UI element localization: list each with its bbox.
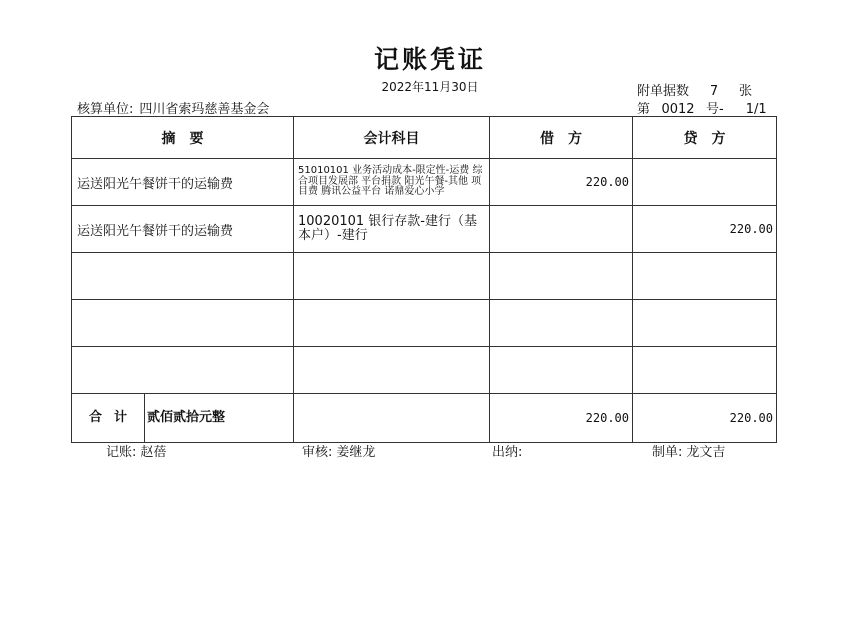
- header-debit: 借 方: [490, 117, 633, 159]
- row-credit: 220.00: [633, 206, 777, 253]
- accounting-unit-label: 核算单位:: [77, 102, 134, 117]
- header-credit: 贷 方: [633, 117, 777, 159]
- row-account: 51010101 业务活动成本-限定性-运费 综合项目发展部 平台捐款 阳光午餐-其他 项目费 腾讯公益平台 诺鼎爱心小学: [294, 159, 490, 206]
- voucher-page: 1/1: [745, 102, 767, 117]
- accounting-unit: [77, 98, 269, 117]
- total-account-empty: [294, 394, 490, 443]
- total-label-cell: [72, 394, 294, 443]
- row-account: [294, 300, 490, 347]
- total-credit: 220.00: [633, 394, 777, 443]
- table-row: [72, 206, 777, 253]
- table-row: [72, 300, 777, 347]
- row-account: [294, 347, 490, 394]
- preparer: [652, 441, 725, 460]
- bookkeeper: [106, 441, 166, 460]
- header-account: 会计科目: [294, 117, 490, 159]
- row-debit: [490, 300, 633, 347]
- table-header-row: [72, 117, 777, 159]
- reviewer-name: 姜继龙: [336, 445, 376, 460]
- header-summary: 摘 要: [72, 117, 294, 159]
- attachment-count: [637, 80, 752, 99]
- bookkeeper-label: 记账:: [106, 445, 137, 460]
- row-credit: [633, 300, 777, 347]
- row-account: [294, 253, 490, 300]
- bookkeeper-name: 赵蓓: [140, 445, 167, 460]
- voucher-title: 记账凭证: [373, 45, 486, 74]
- row-debit: [490, 347, 633, 394]
- cashier: [492, 441, 526, 460]
- preparer-label: 制单:: [652, 445, 683, 460]
- row-credit: [633, 253, 777, 300]
- row-summary: [72, 300, 294, 347]
- accounting-unit-value: 四川省索玛慈善基金会: [139, 102, 270, 117]
- row-account: 10020101 银行存款-建行（基本户）-建行: [294, 206, 490, 253]
- voucher-number-suffix: 号-: [706, 102, 724, 117]
- preparer-name: 龙文吉: [686, 445, 726, 460]
- attachment-unit: 张: [739, 84, 753, 99]
- reviewer: [302, 441, 375, 460]
- row-summary: [72, 253, 294, 300]
- table-row: [72, 347, 777, 394]
- row-debit: [490, 206, 633, 253]
- cashier-label: 出纳:: [492, 445, 523, 460]
- row-summary: 运送阳光午餐饼干的运输费: [72, 159, 294, 206]
- reviewer-label: 审核:: [302, 445, 333, 460]
- row-debit: [490, 253, 633, 300]
- row-summary: 运送阳光午餐饼干的运输费: [72, 206, 294, 253]
- voucher-number-value: 0012: [661, 102, 695, 117]
- row-debit: 220.00: [490, 159, 633, 206]
- table-row: [72, 159, 777, 206]
- voucher-table: [71, 116, 777, 443]
- voucher-date: 2022年11月30日: [381, 80, 479, 94]
- attachment-label: 附单据数: [637, 84, 690, 99]
- table-row: [72, 253, 777, 300]
- row-credit: [633, 347, 777, 394]
- row-summary: [72, 347, 294, 394]
- total-debit: 220.00: [490, 394, 633, 443]
- row-credit: [633, 159, 777, 206]
- attachment-number: 7: [709, 84, 719, 99]
- total-amount-in-words: 贰佰贰拾元整: [147, 410, 226, 425]
- voucher-number: [637, 98, 767, 117]
- total-row: [72, 394, 777, 443]
- total-label: 合计: [72, 394, 145, 442]
- voucher-number-prefix: 第: [637, 102, 651, 117]
